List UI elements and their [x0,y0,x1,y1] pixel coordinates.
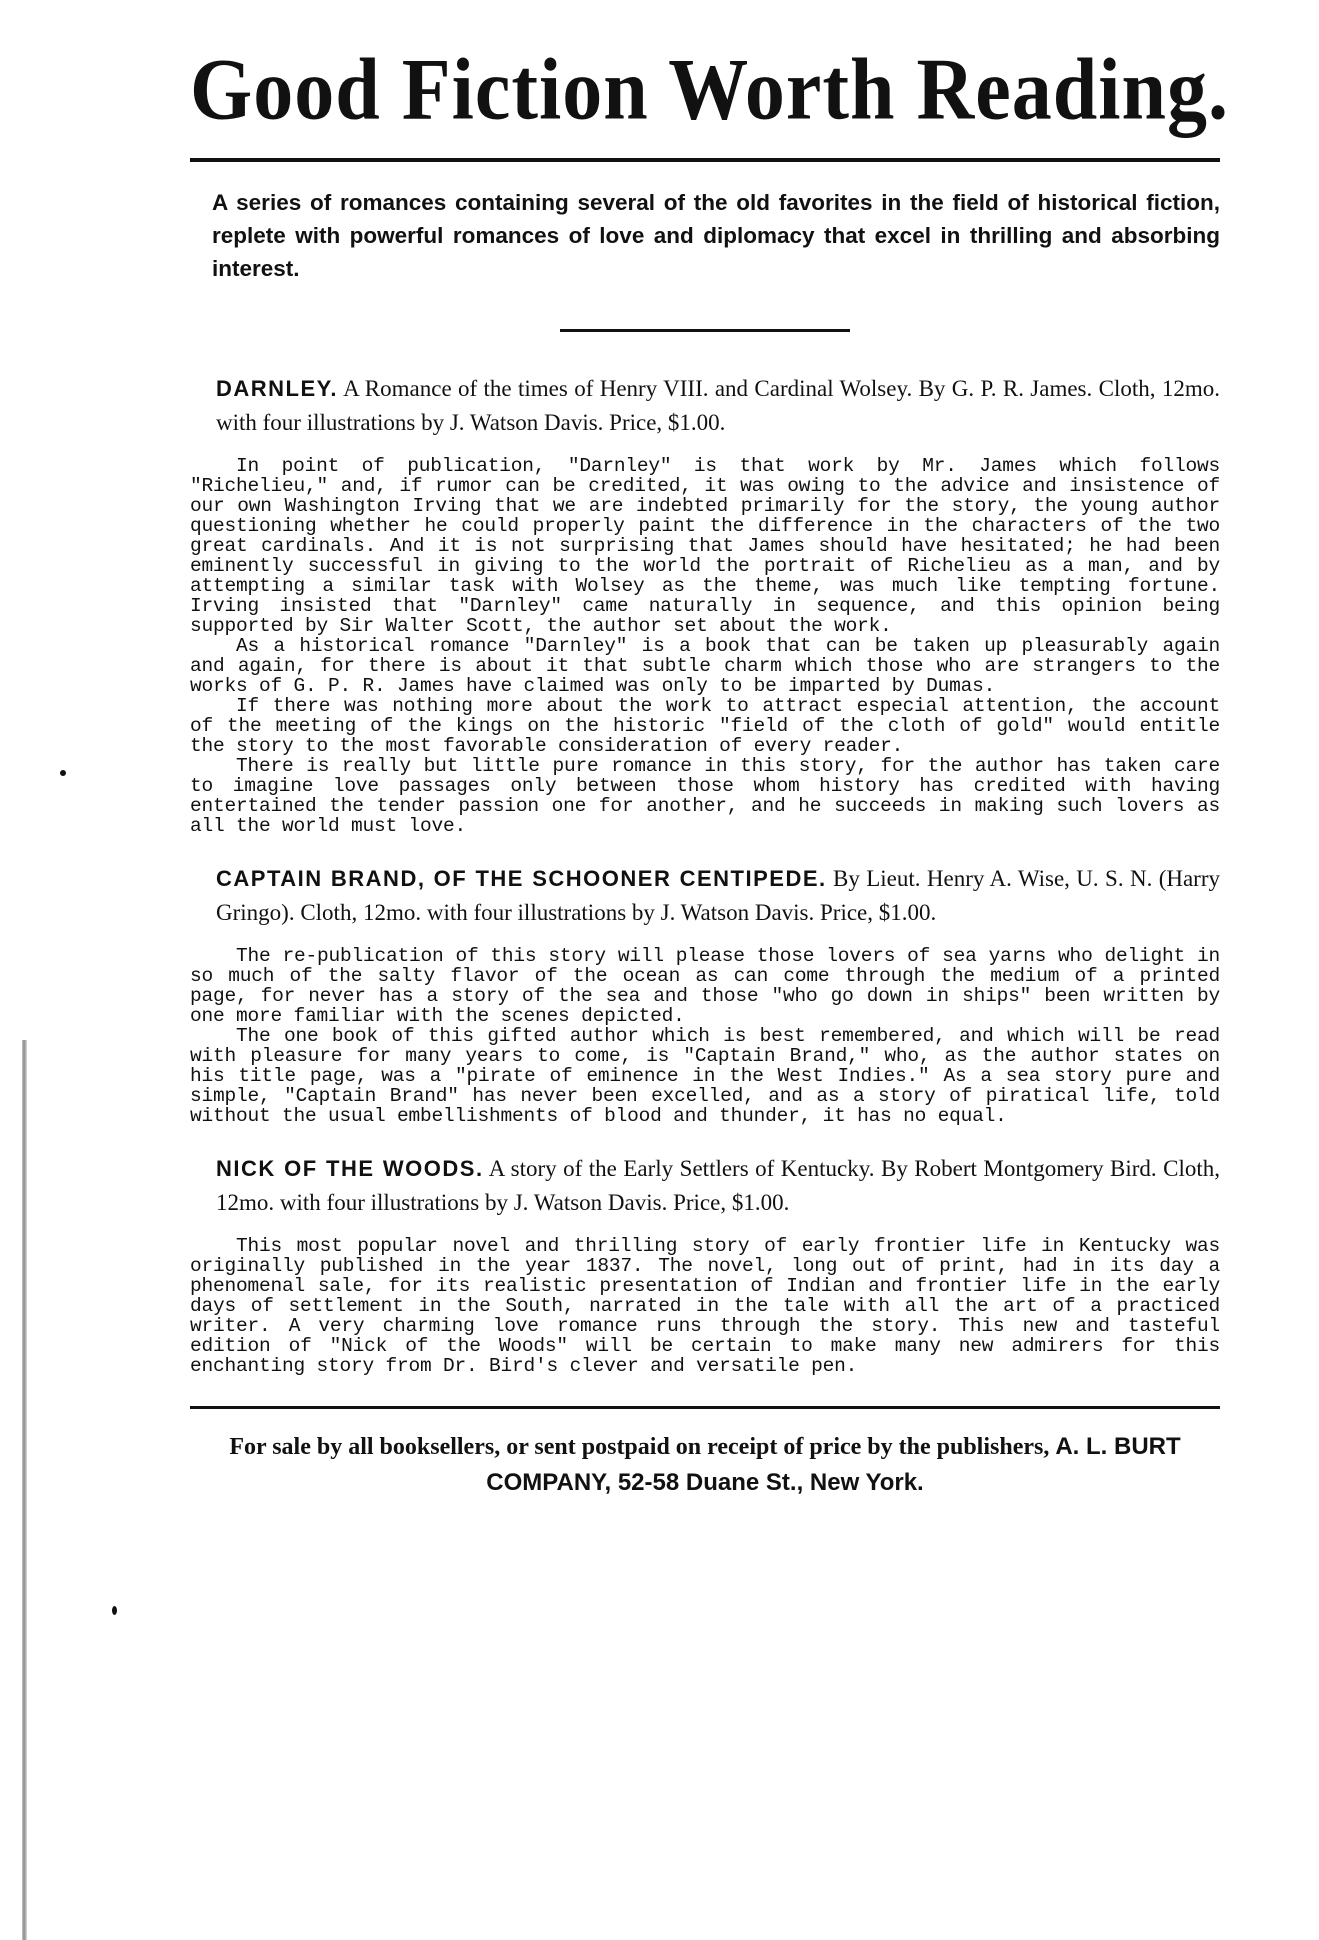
description-paragraph: The re-publication of this story will please those lovers of sea yarns who delight in so much of the salty flavor of the ocean as can come through the medium of a printed page, for never has a story of the sea and those "who go down in ships" been written by one more familiar with the scenes depicted. [190,945,1220,1027]
book-details: A story of the Early Settlers of Kentucky. By Robert Montgomery Bird. Cloth, 12mo. with four illustrations by J. Watson Davis. Price, $1.00. [216,1156,1221,1215]
scan-speck [112,1606,117,1615]
book-heading [190,372,1220,440]
book-details: A Romance of the times of Henry VIII. and Cardinal Wolsey. By G. P. R. James. Cloth, 12mo. with four illustrations by J. Watson Davis. Price, $1.00. [216,376,1220,435]
description-paragraph: As a historical romance "Darnley" is a book that can be taken up pleasurably again and again, for there is about it that subtle charm which those who are strangers to the works of G. P. R. James have claimed was only to be imparted by Dumas. [190,635,1220,697]
description-paragraph: If there was nothing more about the work to attract especial attention, the account of the meeting of the kings on the historic "field of the cloth of gold" would entitle the story to the most favorable consideration of every reader. [190,695,1220,757]
book-heading [190,862,1220,930]
book-entry-darnley [190,372,1220,836]
book-title: DARNLEY. [216,376,339,401]
book-description [190,456,1220,836]
scan-speck [60,770,66,776]
book-title: CAPTAIN BRAND, OF THE SCHOONER CENTIPEDE. [216,866,827,891]
book-entry-captain-brand [190,862,1220,1126]
footer-rule [190,1406,1220,1409]
description-paragraph: The one book of this gifted author which is best remembered, and which will be read with pleasure for many years to come, is "Captain Brand," who, as the author states on his title page, was a "pirate of eminence in the West Indies." As a sea story pure and simple, "Captain Brand" has never been excelled, and as a story of piratical life, told without the usual embellishments of blood and thunder, it has no equal. [190,1025,1220,1127]
publisher-address: A. L. BURT COMPANY, 52-58 Duane St., New York. [486,1433,1181,1496]
intro-paragraph: A series of romances containing several of the old favorites in the field of historical fiction, replete with powerful romances of love and diplomacy that excel in thrilling and absorbing interest. [212,190,1220,281]
footer-notice [190,1429,1220,1501]
page-title: Good Fiction Worth Reading. [190,41,1229,139]
book-description [190,946,1220,1126]
book-title: NICK OF THE WOODS. [216,1156,484,1181]
scan-edge-shadow [22,1040,27,1940]
book-details: By Lieut. Henry A. Wise, U. S. N. (Harry Gringo). Cloth, 12mo. with four illustrations by J. Watson Davis. Price, $1.00. [216,866,1221,925]
book-entry-nick-of-the-woods [190,1152,1220,1376]
description-paragraph: In point of publication, "Darnley" is that work by Mr. James which follows "Richelieu," and, if rumor can be credited, it was owing to the advice and insistence of our own Washington Irving that we are indebted primarily for the story, the young author questioning whether he could properly paint the difference in the characters of the two great cardinals. And it is not surprising that James should have hesitated; he had been eminently successful in giving to the world the portrait of Richelieu as a man, and by attempting a similar task with Wolsey as the theme, was much like tempting fortune. Irving insisted that "Darnley" came naturally in sequence, and this opinion being supported by Sir Walter Scott, the author set about the work. [190,455,1220,637]
advertisement-page [190,40,1229,1501]
book-heading [190,1152,1220,1220]
footer-sale-line: For sale by all booksellers, or sent postpaid on receipt of price by the publishers, [229,1434,1050,1460]
title-rule [190,158,1220,162]
description-paragraph: There is really but little pure romance in this story, for the author has taken care to imagine love passages only between those whom history has credited with having entertained the tender passion one for another, and he succeeds in making such lovers as all the world must love. [190,755,1220,837]
description-paragraph: This most popular novel and thrilling story of early frontier life in Kentucky was originally published in the year 1837. The novel, long out of print, had in its day a phenomenal sale, for its realistic presentation of Indian and frontier life in the early days of settlement in the South, narrated in the tale with all the art of a practiced writer. A very charming love romance runs through the story. This new and tasteful edition of "Nick of the Woods" will be certain to make many new admirers for this enchanting story from Dr. Bird's clever and versatile pen. [190,1235,1220,1377]
book-description [190,1236,1220,1376]
section-divider [560,329,850,332]
